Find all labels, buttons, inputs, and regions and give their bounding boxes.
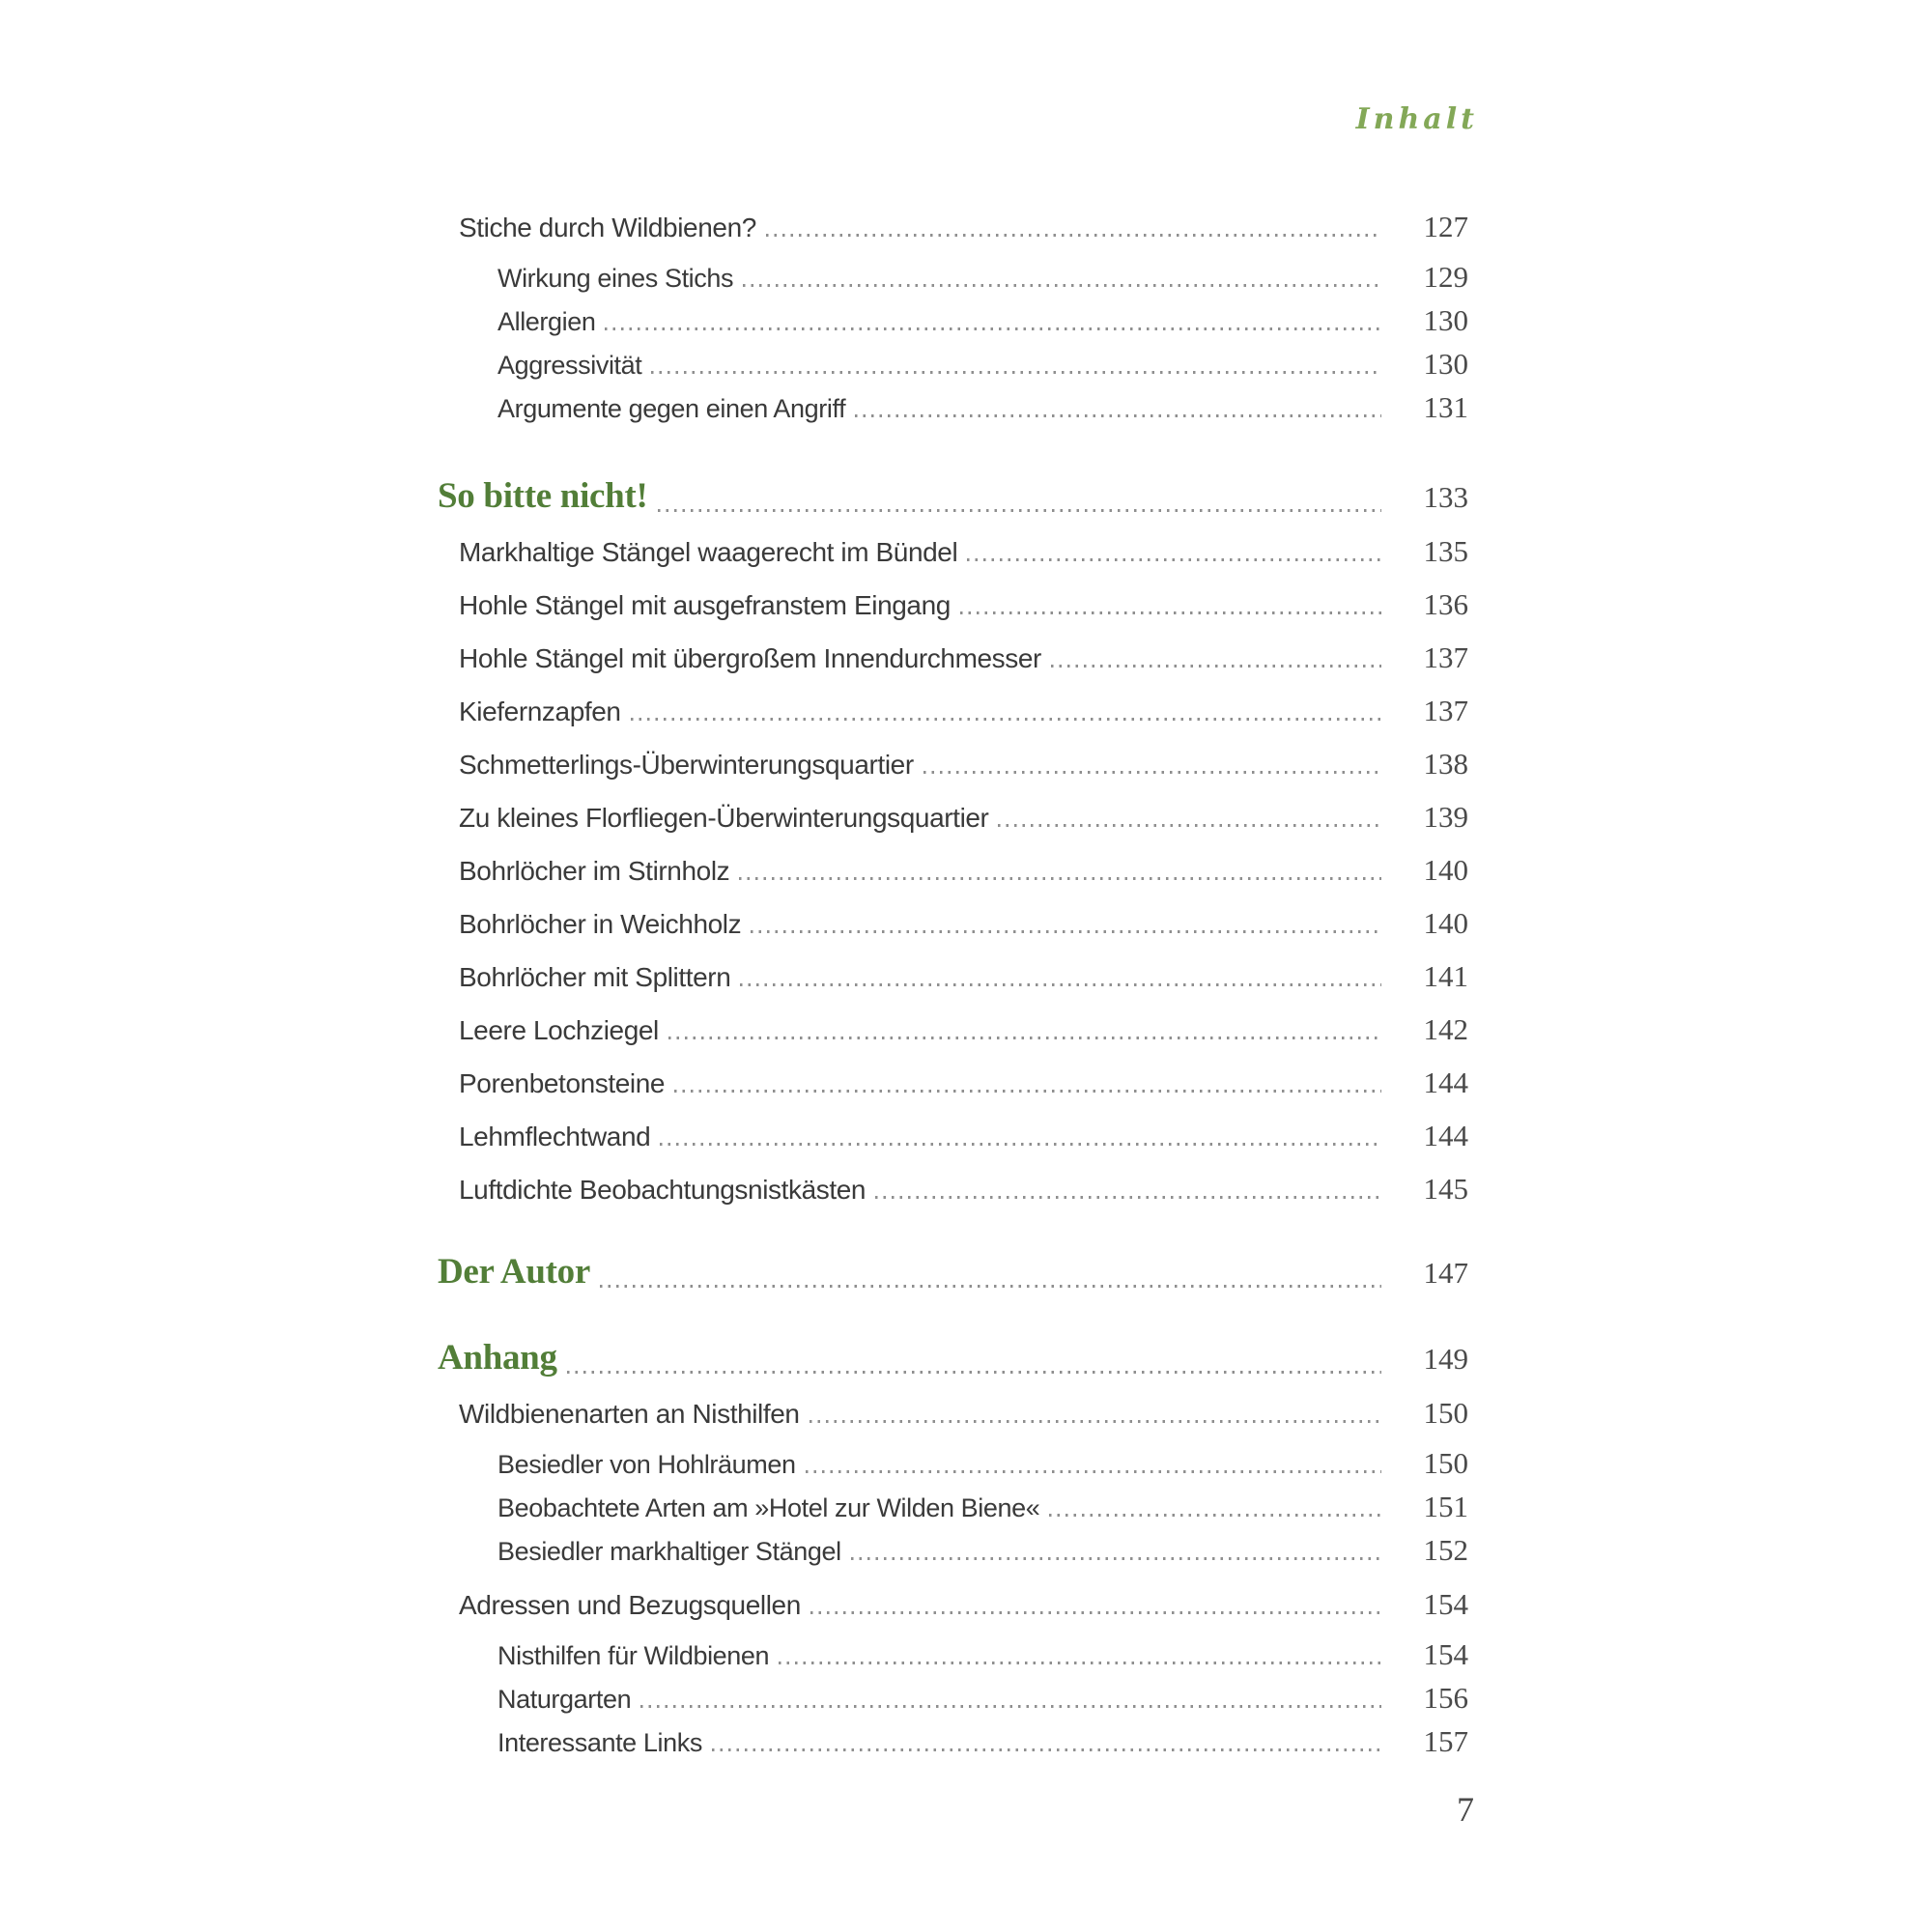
dot-leader (605, 327, 1381, 330)
dot-leader (668, 1037, 1381, 1039)
toc-entry-label: Interessante Links (497, 1728, 702, 1757)
toc-entry-label: Beobachtete Arten am »Hotel zur Wilden Biene« (497, 1493, 1040, 1522)
toc-entry-label: Wirkung eines Stichs (497, 264, 734, 293)
toc-entry (438, 211, 1468, 244)
toc-entry-page: 147 (1423, 1256, 1468, 1290)
toc-entry (438, 261, 1468, 295)
dot-leader (1051, 665, 1381, 668)
toc-entry-page: 151 (1423, 1490, 1468, 1523)
toc-entry-label: Bohrlöcher mit Splittern (459, 962, 731, 992)
dot-leader (674, 1090, 1381, 1093)
toc-entry (438, 1397, 1468, 1431)
toc-entry-page: 130 (1423, 303, 1468, 337)
toc-entry (438, 1491, 1468, 1524)
toc-entry-label: Markhaltige Stängel waagerecht im Bündel (459, 537, 958, 567)
dot-leader (766, 234, 1381, 237)
toc-entry-label: Der Autor (438, 1252, 590, 1292)
toc-entry-page: 131 (1423, 390, 1468, 424)
toc-entry (438, 748, 1468, 781)
toc-entry (438, 1013, 1468, 1047)
toc-entry-page: 144 (1423, 1065, 1468, 1099)
toc-entry-page: 140 (1423, 853, 1468, 887)
dot-leader (998, 824, 1381, 827)
toc-entry-label: Bohrlöcher im Stirnholz (459, 856, 730, 886)
toc-entry-label: So bitte nicht! (438, 476, 648, 516)
toc-entry-page: 144 (1423, 1119, 1468, 1152)
dot-leader (806, 1470, 1381, 1473)
toc-entry (438, 304, 1468, 338)
dot-leader (967, 558, 1381, 561)
toc-entry-label: Schmetterlings-Überwinterungsquartier (459, 750, 914, 780)
toc-entry-page: 130 (1423, 347, 1468, 381)
toc-entry-label: Hohle Stängel mit übergroßem Innendurchmesser (459, 643, 1041, 673)
toc-entry-page: 133 (1423, 480, 1468, 514)
dot-leader (640, 1705, 1381, 1708)
toc-entry (438, 1066, 1468, 1100)
toc-entry-page: 135 (1423, 534, 1468, 568)
toc-entry-page: 154 (1423, 1637, 1468, 1671)
toc-entry-label: Lehmflechtwand (459, 1122, 651, 1151)
toc-entry-page: 137 (1423, 694, 1468, 727)
toc-entry (438, 535, 1468, 569)
toc-entry-label: Besiedler markhaltiger Stängel (497, 1537, 841, 1566)
toc-entry-page: 142 (1423, 1012, 1468, 1046)
dot-leader (658, 509, 1381, 512)
dot-leader (743, 284, 1381, 287)
dot-leader (855, 414, 1381, 417)
toc-entry-label: Argumente gegen einen Angriff (497, 394, 846, 423)
toc-entry-page: 127 (1423, 210, 1468, 243)
toc-entry-page: 150 (1423, 1446, 1468, 1480)
toc-entry-page: 149 (1423, 1342, 1468, 1376)
toc-entry-label: Hohle Stängel mit ausgefranstem Eingang (459, 590, 951, 620)
toc-entry (438, 1588, 1468, 1622)
dot-leader (631, 718, 1381, 721)
toc-entry-page: 137 (1423, 640, 1468, 674)
toc-entry (438, 1725, 1468, 1759)
toc-entry-page: 141 (1423, 959, 1468, 993)
toc-entry-label: Allergien (497, 307, 596, 336)
dot-leader (779, 1662, 1381, 1664)
toc-entry (438, 1333, 1468, 1384)
dot-leader (810, 1611, 1381, 1614)
dot-leader (875, 1196, 1381, 1199)
toc-entry-page: 136 (1423, 587, 1468, 621)
folio-page-number: 7 (1457, 1790, 1474, 1829)
toc-entry-label: Stiche durch Wildbienen? (459, 213, 756, 242)
toc-entry-label: Adressen und Bezugsquellen (459, 1590, 801, 1620)
toc-entry-page: 145 (1423, 1172, 1468, 1206)
table-of-contents (438, 211, 1468, 1759)
dot-leader (600, 1285, 1381, 1288)
toc-entry (438, 1173, 1468, 1207)
dot-leader (1049, 1514, 1381, 1517)
dot-leader (712, 1748, 1381, 1751)
dot-leader (660, 1143, 1381, 1146)
toc-entry-page: 140 (1423, 906, 1468, 940)
toc-entry-label: Luftdichte Beobachtungsnistkästen (459, 1175, 867, 1205)
dot-leader (810, 1420, 1381, 1423)
dot-leader (651, 371, 1381, 374)
toc-entry (438, 348, 1468, 382)
toc-entry-label: Zu kleines Florfliegen-Überwinterungsquartier (459, 803, 989, 833)
toc-entry-page: 138 (1423, 747, 1468, 781)
toc-entry (438, 1534, 1468, 1568)
toc-entry (438, 1247, 1468, 1298)
toc-entry-page: 152 (1423, 1533, 1468, 1567)
toc-entry-label: Besiedler von Hohlräumen (497, 1450, 796, 1479)
toc-entry (438, 854, 1468, 888)
toc-entry-page: 154 (1423, 1587, 1468, 1621)
toc-entry (438, 1447, 1468, 1481)
toc-entry-label: Kiefernzapfen (459, 696, 621, 726)
toc-entry-page: 139 (1423, 800, 1468, 834)
toc-entry (438, 588, 1468, 622)
toc-entry (438, 907, 1468, 941)
toc-entry-page: 157 (1423, 1724, 1468, 1758)
toc-entry (438, 1638, 1468, 1672)
dot-leader (923, 771, 1381, 774)
dot-leader (740, 983, 1381, 986)
toc-entry (438, 1682, 1468, 1716)
dot-leader (739, 877, 1381, 880)
toc-entry-page: 129 (1423, 260, 1468, 294)
dot-leader (567, 1371, 1381, 1374)
toc-entry-label: Aggressivität (497, 351, 642, 380)
toc-entry-label: Porenbetonsteine (459, 1068, 666, 1098)
toc-entry-page: 156 (1423, 1681, 1468, 1715)
toc-entry-label: Wildbienenarten an Nisthilfen (459, 1399, 800, 1429)
toc-entry (438, 1120, 1468, 1153)
toc-entry (438, 695, 1468, 728)
toc-entry-label: Bohrlöcher in Weichholz (459, 909, 742, 939)
toc-entry-label: Nisthilfen für Wildbienen (497, 1641, 770, 1670)
page-header-inhalt: Inhalt (1355, 102, 1478, 136)
toc-entry (438, 471, 1468, 523)
toc-entry (438, 391, 1468, 425)
toc-entry-label: Naturgarten (497, 1685, 632, 1714)
dot-leader (960, 611, 1381, 614)
dot-leader (751, 930, 1381, 933)
toc-entry-label: Anhang (438, 1338, 557, 1378)
dot-leader (851, 1557, 1381, 1560)
toc-entry (438, 960, 1468, 994)
toc-entry-label: Leere Lochziegel (459, 1015, 659, 1045)
toc-entry (438, 641, 1468, 675)
toc-entry-page: 150 (1423, 1396, 1468, 1430)
toc-entry (438, 801, 1468, 835)
